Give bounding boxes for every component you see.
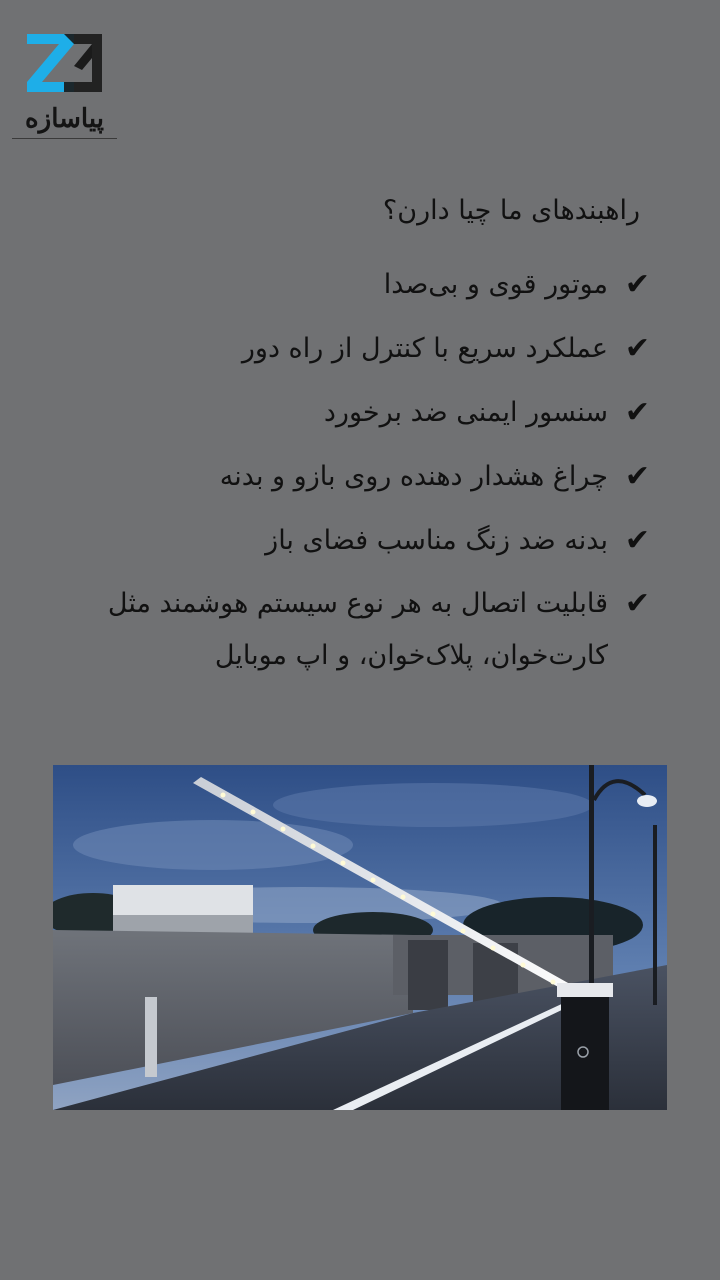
feature-item bbox=[60, 514, 650, 568]
feature-label: موتور قوی و بی‌صدا bbox=[383, 269, 608, 300]
feature-label: بدنه ضد زنگ مناسب فضای باز bbox=[265, 525, 608, 556]
feature-item bbox=[60, 258, 650, 312]
check-icon: ✔ bbox=[624, 331, 650, 366]
brand-logo bbox=[12, 20, 117, 140]
feature-label: چراغ هشدار دهنده روی بازو و بدنه bbox=[219, 461, 608, 492]
brand-tagline bbox=[12, 138, 117, 149]
barrier-gate-photo bbox=[53, 765, 667, 1110]
check-icon: ✔ bbox=[624, 586, 650, 621]
feature-label: قابلیت اتصال به هر نوع سیستم هوشمند مثل کارت‌خوان، پلاک‌خوان، و اپ موبایل bbox=[107, 588, 608, 671]
brand-name: پیاسازه bbox=[25, 104, 104, 134]
check-icon: ✔ bbox=[624, 523, 650, 558]
feature-item bbox=[60, 450, 650, 504]
check-icon: ✔ bbox=[624, 395, 650, 430]
feature-item bbox=[60, 578, 650, 682]
logo-mark-icon bbox=[12, 20, 117, 100]
check-icon: ✔ bbox=[624, 267, 650, 302]
feature-label: عملکرد سریع با کنترل از راه دور bbox=[241, 333, 608, 364]
feature-section bbox=[60, 195, 650, 692]
feature-label: سنسور ایمنی ضد برخورد bbox=[323, 397, 608, 428]
page-heading: راهبندهای ما چیا دارن؟ bbox=[382, 195, 640, 226]
feature-list bbox=[60, 258, 650, 682]
check-icon: ✔ bbox=[624, 459, 650, 494]
feature-item bbox=[60, 386, 650, 440]
feature-item bbox=[60, 322, 650, 376]
